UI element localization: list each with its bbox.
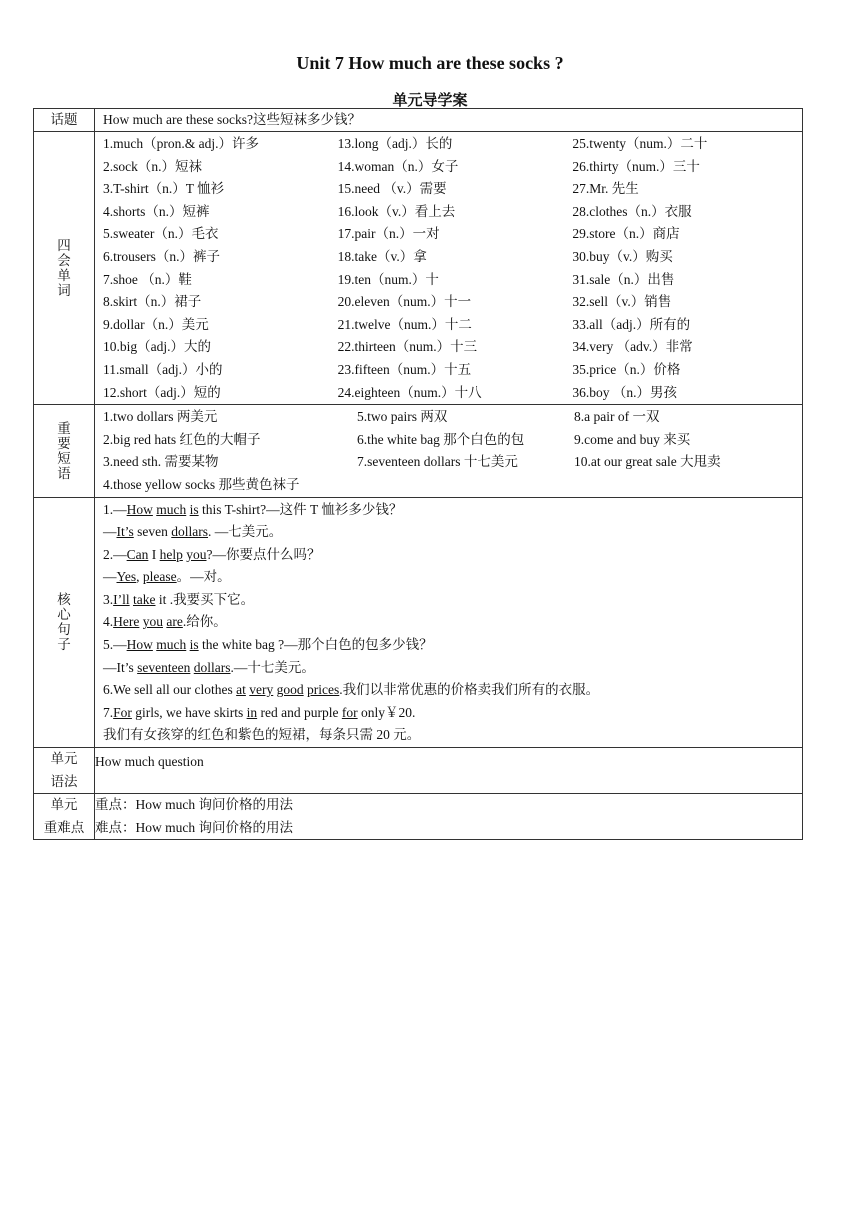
keypoints-cell — [95, 794, 803, 840]
vocab-item: 31.sale（n.）出售 — [572, 271, 675, 287]
sentence-line-1b: —It’s seven dollars. —七美元。 — [103, 524, 283, 540]
vocab-col-3 — [572, 133, 802, 404]
sentence-line-2b: —Yes, please。—对。 — [103, 569, 231, 585]
sentence-line-5b: —It’s seventeen dollars.—十七美元。 — [103, 659, 315, 675]
vocab-label: 四 会 单 词 — [34, 132, 95, 405]
page-title: Unit 7 How much are these socks ? — [296, 53, 564, 73]
keypoints-row — [34, 794, 803, 840]
vocab-item: 29.store（n.）商店 — [572, 226, 680, 242]
grammar-value: How much question — [95, 748, 803, 794]
vocab-col-1 — [103, 133, 338, 404]
vocab-item: 7.shoe （n.）鞋 — [103, 271, 192, 287]
vocab-col-2 — [338, 133, 573, 404]
phrases-cell — [95, 405, 803, 497]
sentences-label: 核 心 句 子 — [34, 497, 95, 748]
grammar-row — [34, 748, 803, 794]
phrase-item: 1.two dollars 两美元 — [103, 409, 218, 425]
keypoints-focus: 重点：How much 询问价格的用法 — [95, 797, 293, 813]
vocab-item: 1.much（pron.& adj.）许多 — [103, 136, 259, 151]
phrase-item: 2.big red hats 红色的大帽子 — [103, 431, 261, 447]
vocab-item: 26.thirty（num.）三十 — [572, 158, 700, 174]
vocab-cell — [95, 132, 803, 405]
vocab-item: 30.buy（v.）购买 — [572, 248, 673, 264]
vocab-item: 17.pair（n.）一对 — [337, 226, 440, 242]
keypoints-difficulty: 难点：How much 询问价格的用法 — [95, 819, 293, 835]
phrases-col-2 — [357, 406, 574, 496]
topic-value: How much are these socks?这些短袜多少钱？ — [95, 109, 803, 132]
vocab-item: 34.very （adv.）非常 — [572, 339, 693, 355]
vocab-item: 19.ten（num.）十 — [337, 271, 439, 287]
vocab-item: 16.look（v.）看上去 — [337, 203, 456, 219]
phrase-item: 5.two pairs 两双 — [357, 409, 448, 425]
vocab-item: 3.T-shirt（n.）T 恤衫 — [103, 181, 225, 197]
vocab-item: 13.long（adj.）长的 — [337, 136, 453, 151]
vocab-item: 36.boy （n.）男孩 — [572, 384, 677, 400]
phrase-item: 9.come and buy 来买 — [574, 431, 691, 447]
vocab-item: 20.eleven（num.）十一 — [337, 294, 472, 310]
topic-label: 话题 — [34, 109, 95, 132]
phrases-row — [34, 405, 803, 497]
vocab-item: 27.Mr. 先生 — [572, 181, 639, 197]
vocab-item: 24.eighteen（num.）十八 — [337, 384, 482, 400]
phrases-label: 重 要 短 语 — [34, 405, 95, 497]
vocab-item: 10.big（adj.）大的 — [103, 339, 211, 355]
sentence-line-1a: 1.—How much is this T-shirt?—这件 T 恤衫多少钱？ — [103, 501, 403, 517]
vocab-item: 21.twelve（num.）十二 — [337, 316, 472, 332]
page-subtitle: 单元导学案 — [392, 91, 468, 109]
phrase-item: 7.seventeen dollars 十七美元 — [357, 454, 518, 470]
vocab-item: 32.sell（v.）销售 — [572, 294, 672, 310]
sentences-cell — [95, 497, 803, 748]
guide-table — [33, 108, 803, 840]
keypoints-label: 单元 重难点 — [34, 794, 95, 840]
vocab-item: 4.shorts（n.）短裤 — [103, 203, 210, 219]
vocab-item: 25.twenty（num.）二十 — [572, 136, 708, 151]
vocab-row — [34, 132, 803, 405]
vocab-item: 33.all（adj.）所有的 — [572, 316, 691, 332]
sentence-line-3: 3.I’ll take it .我要买下它。 — [103, 591, 255, 607]
vocab-item: 12.short（adj.）短的 — [103, 384, 221, 400]
sentence-line-4: 4.Here you are.给你。 — [103, 614, 227, 630]
topic-row — [34, 109, 803, 132]
vocab-item: 15.need （v.）需要 — [337, 181, 447, 197]
vocab-item: 5.sweater（n.）毛衣 — [103, 226, 219, 242]
vocab-item: 23.fifteen（num.）十五 — [337, 361, 472, 377]
vocab-item: 8.skirt（n.）裙子 — [103, 294, 202, 310]
vocab-item: 14.woman（n.）女子 — [337, 158, 459, 174]
sentence-line-6: 6.We sell all our clothes at very good prices.我们以非常优惠的价格卖我们所有的衣服。 — [103, 682, 600, 698]
sentence-line-5a: 5.—How much is the white bag ?—那个白色的包多少钱？ — [103, 637, 433, 653]
vocab-item: 9.dollar（n.）美元 — [103, 316, 209, 332]
grammar-label: 单元 语法 — [34, 748, 95, 794]
phrase-item: 4.those yellow socks 那些黄色袜子 — [103, 476, 300, 492]
phrase-item: 6.the white bag 那个白色的包 — [357, 431, 525, 447]
phrases-col-1 — [103, 406, 357, 496]
vocab-item: 35.price（n.）价格 — [572, 361, 681, 377]
sentence-line-7: 7.For girls, we have skirts in red and purple for only￥20. — [103, 704, 416, 720]
vocab-item: 28.clothes（n.）衣服 — [572, 203, 692, 219]
vocab-item: 22.thirteen（num.）十三 — [337, 339, 478, 355]
vocab-item: 6.trousers（n.）裤子 — [103, 248, 220, 264]
sentence-line-2a: 2.—Can I help you?—你要点什么吗？ — [103, 546, 321, 562]
phrase-item: 3.need sth. 需要某物 — [103, 454, 219, 470]
sentence-line-7b: 我们有女孩穿的红色和紫色的短裙，每条只需 20 元。 — [103, 727, 421, 743]
phrase-item: 8.a pair of 一双 — [574, 409, 660, 425]
vocab-item: 2.sock（n.）短袜 — [103, 158, 202, 174]
phrase-item: 10.at our great sale 大甩卖 — [574, 454, 721, 470]
phrases-col-3 — [574, 406, 794, 496]
sentences-row — [34, 497, 803, 748]
vocab-item: 18.take（v.）拿 — [337, 248, 427, 264]
vocab-item: 11.small（adj.）小的 — [103, 361, 223, 377]
